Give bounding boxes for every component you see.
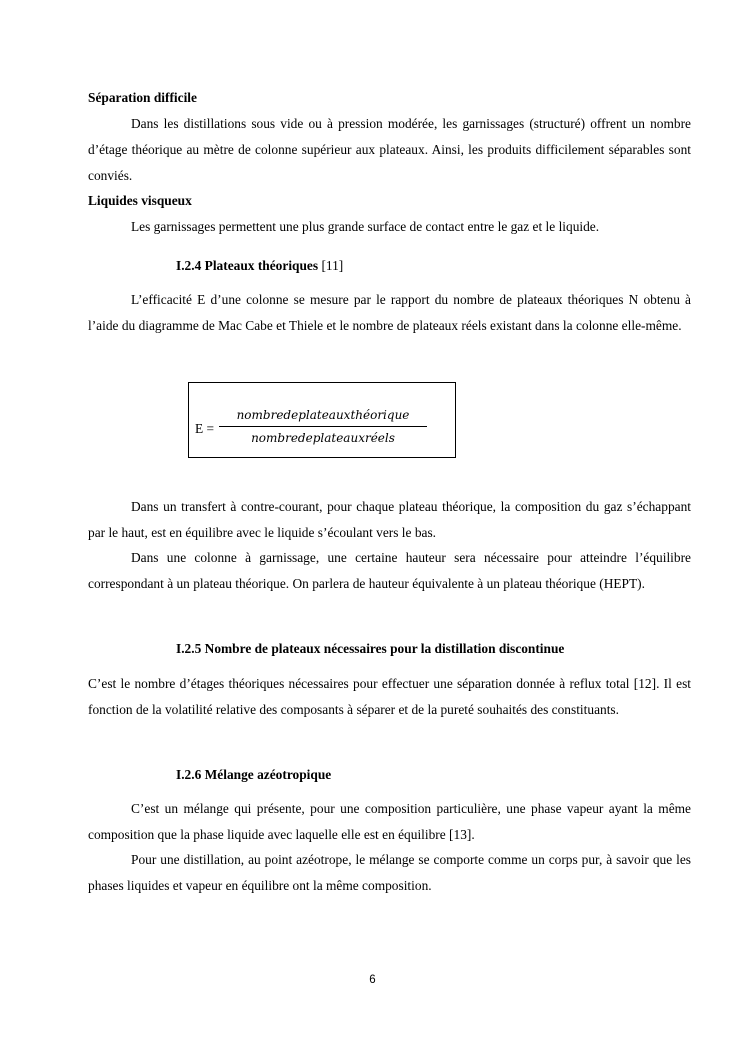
formula-box [188,382,456,458]
heading-text: I.2.4 Plateaux théoriques [176,258,319,273]
heading-plateaux-theoriques [176,257,343,275]
heading-nombre-plateaux: I.2.5 Nombre de plateaux nécessaires pour la distillation discontinue [176,641,565,656]
section-title-separation-difficile: Séparation difficile [88,90,197,105]
formula-denominator: nombredeplateauxréels [251,431,395,445]
paragraph-liquides-visqueux: Les garnissages permettent une plus grande surface de contact entre le gaz et le liquide. [131,219,600,234]
formula-lhs: E = [195,421,215,436]
paragraph-colonne-garnissage: Dans une colonne à garnissage, une certaine hauteur sera nécessaire pour atteindre l’équilibre correspondant à un plateau théorique. On parlera de hauteur équivalente à un plateau théorique (HEPT). [88,550,691,591]
page-number: 6 [369,974,376,986]
section-title-liquides-visqueux: Liquides visqueux [88,193,192,208]
paragraph-nombre-etages: C’est le nombre d’étages théoriques nécessaires pour effectuer une séparation donnée à reflux total [12]. Il est fonction de la volatilité relative des composants à séparer et de la pureté souhaités des constituants. [88,676,691,717]
heading-melange-azeotropique: I.2.6 Mélange azéotropique [176,767,332,782]
paragraph-point-azeotrope: Pour une distillation, au point azéotrope, le mélange se comporte comme un corps pur, à savoir que les phases liquides et vapeur en équilibre ont la même composition. [88,852,691,893]
formula-fraction [219,407,427,447]
citation-ref: [11] [321,258,344,273]
paragraph-separation-difficile: Dans les distillations sous vide ou à pression modérée, les garnissages (structuré) offrent un nombre d’étage théorique au mètre de colonne supérieur aux plateaux. Ainsi, les produits difficilement séparables sont conviés. [88,116,691,183]
paragraph-efficacite: L’efficacité E d’une colonne se mesure par le rapport du nombre de plateaux théoriques N obtenu à l’aide du diagramme de Mac Cabe et Thiele et le nombre de plateaux réels existant dans la colonne elle-même. [88,292,691,333]
paragraph-melange-definition: C’est un mélange qui présente, pour une composition particulière, une phase vapeur ayant la même composition que la phase liquide avec laquelle elle est en équilibre [13]. [88,801,691,842]
formula-numerator: nombredeplateauxthéorique [236,408,410,422]
paragraph-transfert: Dans un transfert à contre-courant, pour chaque plateau théorique, la composition du gaz s’échappant par le haut, est en équilibre avec le liquide s’écoulant vers le bas. [88,499,691,540]
